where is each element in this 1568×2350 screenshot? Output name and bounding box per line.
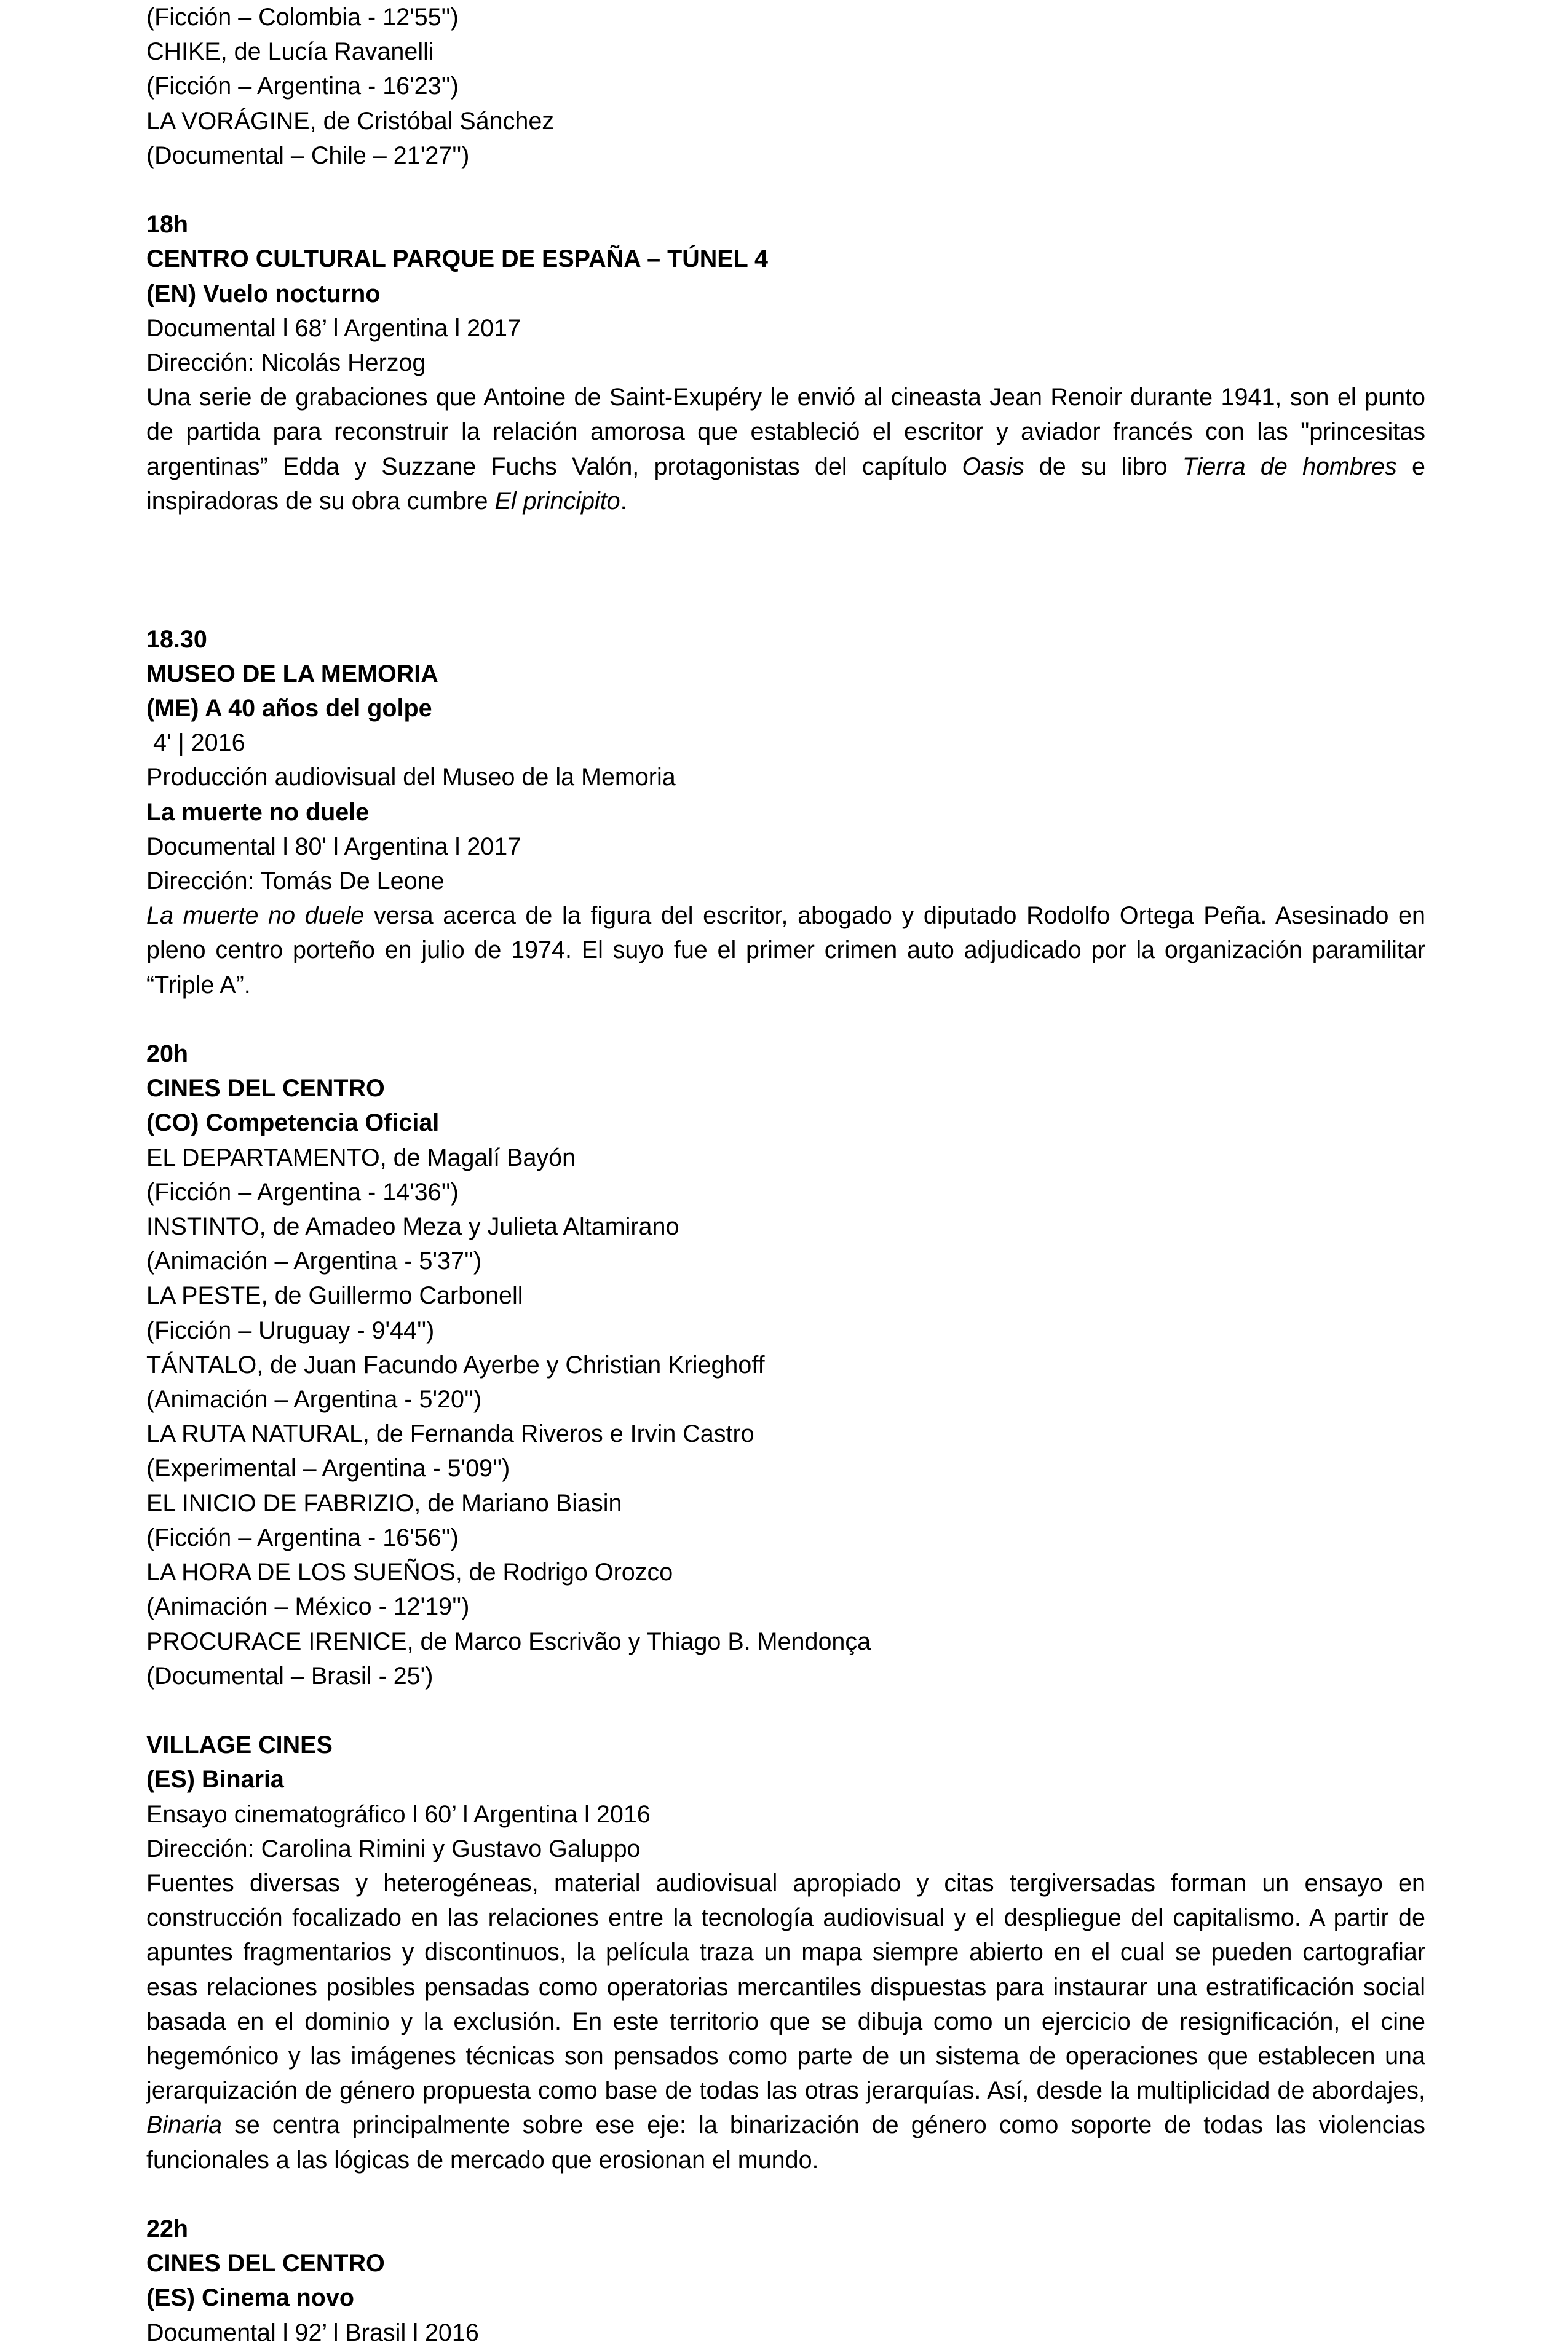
venue-name: MUSEO DE LA MEMORIA bbox=[146, 660, 438, 687]
film-list-item: EL DEPARTAMENTO, de Magalí Bayón bbox=[146, 1144, 576, 1171]
film-meta: Documental l 92’ l Brasil l 2016 bbox=[146, 2319, 479, 2346]
film-list-item: (Animación – Argentina - 5'37'') bbox=[146, 1248, 482, 1275]
section-title: (CO) Competencia Oficial bbox=[146, 1109, 440, 1137]
film-meta: Documental l 80' l Argentina l 2017 bbox=[146, 833, 521, 860]
film-synopsis: La muerte no duele versa acerca de la figura del escritor, abogado y diputado Rodolfo Ortega Peña. Asesinado en pleno centro porteño en julio de 1974. El suyo fue el primer crimen auto adjudicado por la organización paramilitar “Triple A”. bbox=[146, 902, 1425, 999]
session-20h bbox=[146, 1037, 1425, 1693]
session-time: 22h bbox=[146, 2215, 189, 2242]
film-title: La muerte no duele bbox=[146, 798, 370, 826]
film-list-item: (Ficción – Uruguay - 9'44'') bbox=[146, 1316, 435, 1344]
venue-name: CENTRO CULTURAL PARQUE DE ESPAÑA – TÚNEL 4 bbox=[146, 245, 768, 273]
intro-line: LA VORÁGINE, de Cristóbal Sánchez bbox=[146, 107, 555, 135]
film-title: (ME) A 40 años del golpe bbox=[146, 695, 432, 722]
film-title: (ES) Cinema novo bbox=[146, 2284, 354, 2312]
film-director: Dirección: Tomás De Leone bbox=[146, 868, 445, 895]
intro-block bbox=[146, 0, 1425, 173]
session-time: 20h bbox=[146, 1040, 189, 1068]
film-list-item: (Documental – Brasil - 25') bbox=[146, 1662, 434, 1690]
venue-name: CINES DEL CENTRO bbox=[146, 1075, 385, 1102]
film-list-item: LA RUTA NATURAL, de Fernanda Riveros e Irvin Castro bbox=[146, 1420, 754, 1448]
film-list-item: (Ficción – Argentina - 16'56'') bbox=[146, 1524, 459, 1551]
film-meta: Documental l 68’ l Argentina l 2017 bbox=[146, 314, 521, 342]
session-village bbox=[146, 1728, 1425, 2177]
film-meta: 4' | 2016 bbox=[146, 729, 245, 757]
intro-line: CHIKE, de Lucía Ravanelli bbox=[146, 38, 434, 66]
film-list-item: LA PESTE, de Guillermo Carbonell bbox=[146, 1282, 523, 1310]
film-synopsis: Una serie de grabaciones que Antoine de Saint-Exupéry le envió al cineasta Jean Renoir durante 1941, son el punto de partida para reconstruir la relación amorosa que estableció el escritor y aviador francés con las "princesitas argentinas” Edda y Suzzane Fuchs Valón, protagonistas del capítulo Oasis de su libro Tierra de hombres e inspiradoras de su obra cumbre El principito. bbox=[146, 384, 1425, 515]
film-director: Dirección: Nicolás Herzog bbox=[146, 349, 426, 377]
film-list-item: TÁNTALO, de Juan Facundo Ayerbe y Christian Krieghoff bbox=[146, 1351, 765, 1379]
film-list-item: (Ficción – Argentina - 14'36'') bbox=[146, 1178, 459, 1206]
session-time: 18.30 bbox=[146, 625, 207, 653]
film-list-item: EL INICIO DE FABRIZIO, de Mariano Biasin bbox=[146, 1489, 622, 1517]
intro-line: (Documental – Chile – 21'27'') bbox=[146, 141, 470, 169]
film-title: (ES) Binaria bbox=[146, 1766, 284, 1794]
film-list-item: LA HORA DE LOS SUEÑOS, de Rodrigo Orozco bbox=[146, 1559, 673, 1586]
film-meta: Ensayo cinematográfico l 60’ l Argentina l 2016 bbox=[146, 1800, 651, 1828]
film-title: (EN) Vuelo nocturno bbox=[146, 280, 381, 307]
film-director: Dirección: Carolina Rimini y Gustavo Galuppo bbox=[146, 1835, 641, 1862]
venue-name: CINES DEL CENTRO bbox=[146, 2250, 385, 2277]
film-list-item: (Animación – Argentina - 5'20'') bbox=[146, 1386, 482, 1414]
intro-line: (Ficción – Colombia - 12'55'') bbox=[146, 4, 459, 31]
session-time: 18h bbox=[146, 211, 189, 239]
session-1830 bbox=[146, 622, 1425, 1002]
film-list-item: PROCURACE IRENICE, de Marco Escrivão y Thiago B. Mendonça bbox=[146, 1628, 871, 1655]
session-18h bbox=[146, 207, 1425, 518]
venue-name: VILLAGE CINES bbox=[146, 1731, 333, 1759]
film-list-item: INSTINTO, de Amadeo Meza y Julieta Altamirano bbox=[146, 1213, 679, 1241]
film-list-item: (Experimental – Argentina - 5'09'') bbox=[146, 1455, 510, 1482]
program-document bbox=[146, 0, 1425, 2350]
film-production: Producción audiovisual del Museo de la Memoria bbox=[146, 764, 676, 791]
film-list-item: (Animación – México - 12'19'') bbox=[146, 1593, 470, 1621]
film-synopsis: Fuentes diversas y heterogéneas, material audiovisual apropiado y citas tergiversadas forman un ensayo en construcción focalizado en las relaciones entre la tecnología audiovisual y el despliegue del capitalismo. A partir de apuntes fragmentarios y discontinuos, la película traza un mapa siempre abierto en el cual se pueden cartografiar esas relaciones posibles pensadas como operatorias mercantiles dispuestas para instaurar una estratificación social basada en el dominio y la exclusión. En este territorio que se dibuja como un ejercicio de resignificación, el cine hegemónico y las imágenes técnicas son pensados como parte de un sistema de operaciones que establecen una jerarquización de género propuesta como base de todas las otras jerarquías. Así, desde la multiplicidad de abordajes, Binaria se centra principalmente sobre ese eje: la binarización de género como soporte de todas las violencias funcionales a las lógicas de mercado que erosionan el mundo. bbox=[146, 1869, 1425, 2174]
session-22h bbox=[146, 2212, 1425, 2350]
intro-line: (Ficción – Argentina - 16'23'') bbox=[146, 73, 459, 100]
